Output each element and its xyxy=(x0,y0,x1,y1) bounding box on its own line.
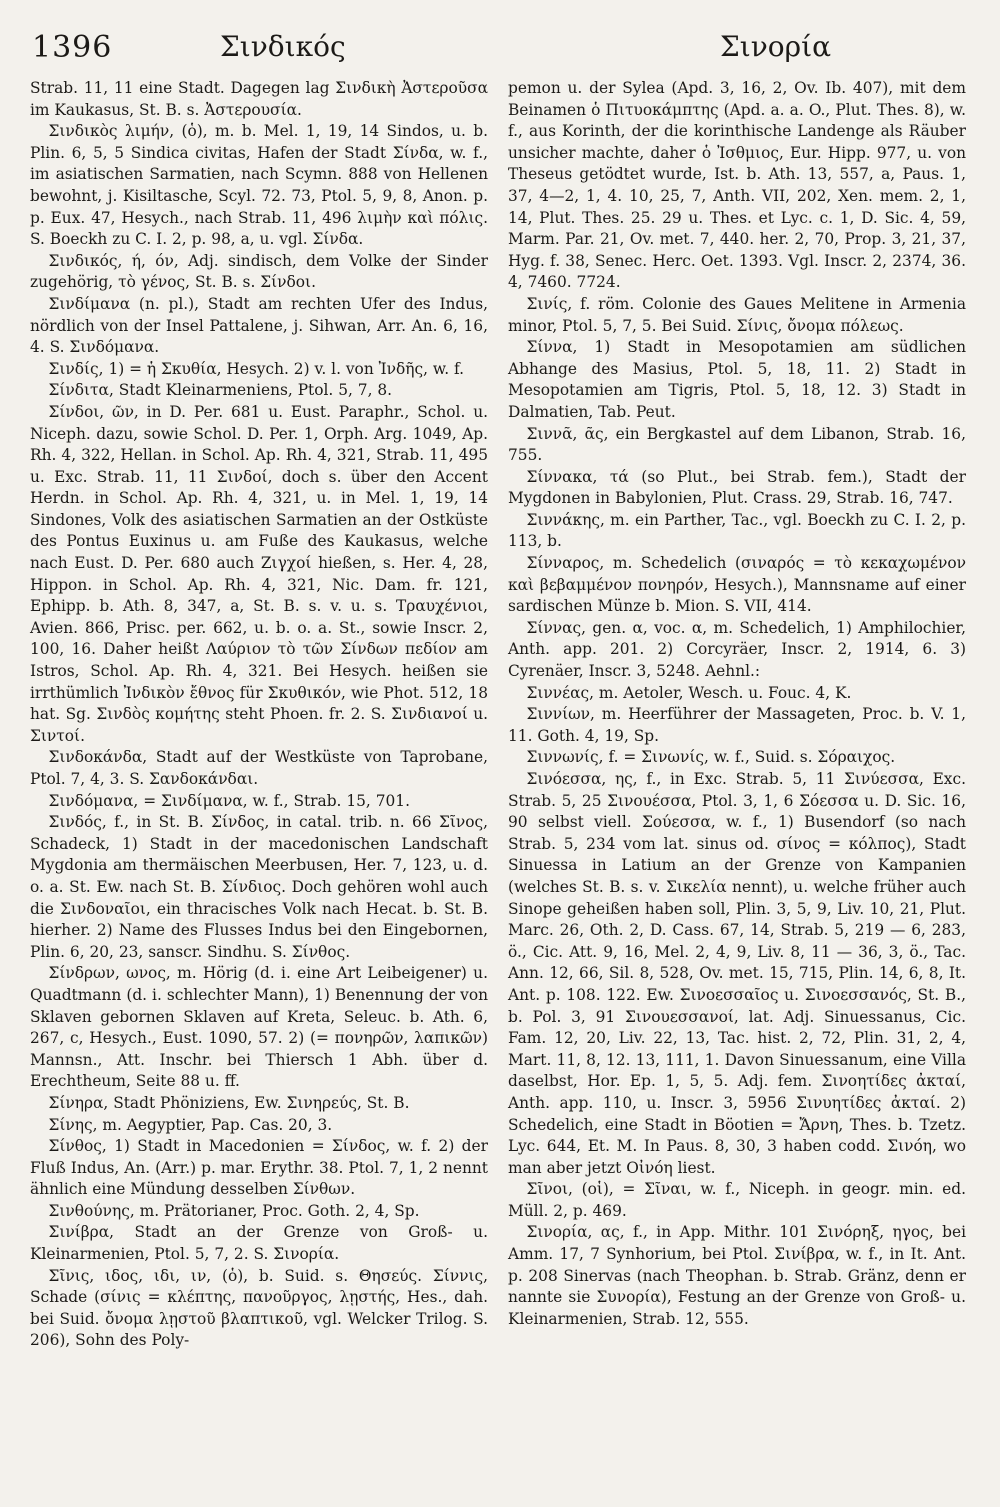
page-number: 1396 xyxy=(32,30,113,65)
dictionary-entry: Σίνδρων, ωνος, m. Hörig (d. i. eine Art Leibeigener) u. Quadtmann (d. i. schlechter Mann), 1) Benennung der von Sklaven gebornen Sklaven auf Kreta, Seleuc. b. Ath. 6, 267, c, Hesych., Eust. 1090, 57. 2) (= πονηρῶν, λαπικῶν) Mannsn., Att. Inschr. bei Thiersch 1 Abh. über d. Erechtheum, Seite 88 u. ff. xyxy=(30,964,488,1091)
dictionary-entry: Σιννέας, m. Aetoler, Wesch. u. Fouc. 4, K. xyxy=(526,683,852,702)
left-running-headword: Σινδικός xyxy=(220,30,346,63)
page-header xyxy=(30,26,970,78)
dictionary-entry: Σινθούνης, m. Prätorianer, Proc. Goth. 2, 4, Sp. xyxy=(48,1201,420,1220)
dictionary-entry: Σιννίων, m. Heerführer der Massageten, Proc. b. V. 1, 11. Goth. 4, 19, Sp. xyxy=(508,705,966,745)
dictionary-entry: Σίνης, m. Aegyptier, Pap. Cas. 20, 3. xyxy=(48,1115,333,1134)
dictionary-entry: Σινδός, f., in St. B. Σίνδος, in catal. trib. n. 66 Σῖνος, Schadeck, 1) Stadt in der macedonischen Landschaft Mygdonia am thermäischen Meerbusen, Her. 7, 123, u. d. o. a. St. Ew. nach St. B. Σίνδιος. Doch gehören wohl auch die Σινδοναῖοι, ein thracisches Volk nach Hecat. b. St. B. hierher. 2) Name des Flusses Indus bei den Eingebornen, Plin. 6, 20, 23, sanscr. Sindhu. S. Σίνθος. xyxy=(30,813,488,961)
dictionary-entry: Σινίς, f. röm. Colonie des Gaues Melitene in Armenia minor, Ptol. 5, 7, 5. Bei Suid. Σίνις, ὄνομα πόλεως. xyxy=(508,294,966,335)
right-column xyxy=(508,78,966,1330)
dictionary-entry: Σίνηρα, Stadt Phöniziens, Ew. Σινηρεύς, St. B. xyxy=(48,1093,410,1112)
dictionary-entry: Σῖνις, ιδος, ιδι, ιν, (ὁ), b. Suid. s. Θησεύς. Σίννις, Schade (σίνις = κλέπτης, πανοῦργος, λῃστής, Hes., dah. bei Suid. ὄνομα λῃστοῦ βλαπτικοῦ, vgl. Welcker Trilog. S. 206), Sohn des Poly- xyxy=(30,1266,488,1350)
left-column xyxy=(30,78,488,1352)
dictionary-entry: Σινδικὸς λιμήν, (ὁ), m. b. Mel. 1, 19, 14 Sindos, u. b. Plin. 6, 5, 5 Sindica civitas, Hafen der Stadt Σίνδα, w. f., im asiatischen Sarmatien, nach Scymn. 888 von Hellenen bewohnt, j. Kisiltasche, Scyl. 72. 73, Ptol. 5, 9, 8, Anon. p. p. Eux. 47, Hesych., nach Strab. 11, 496 λιμὴν καὶ πόλις. S. Boeckh zu C. I. 2, p. 98, a, u. vgl. Σίνδα. xyxy=(30,122,488,249)
dictionary-entry: Σίννακα, τά (so Plut., bei Strab. fem.), Stadt der Mygdonen in Babylonien, Plut. Crass. 29, Strab. 16, 747. xyxy=(508,467,966,508)
dictionary-entry: Σινδικός, ή, όν, Adj. sindisch, dem Volke der Sinder zugehörig, τὸ γένος, St. B. s. Σίνδοι. xyxy=(30,251,488,292)
dictionary-entry: Σίνναρος, m. Schedelich (σιναρός = τὸ κεκαχωμένον καὶ βεβαμμένον πονηρόν, Hesych.), Mannsname auf einer sardischen Münze b. Mion. S. VII, 414. xyxy=(508,554,966,616)
dictionary-entry: Σινδίς, 1) = ἡ Σκυθία, Hesych. 2) v. l. von Ἰνδῆς, w. f. xyxy=(48,359,465,378)
dictionary-entry: Σιννάκης, m. ein Parther, Tac., vgl. Boeckh zu C. I. 2, p. 113, b. xyxy=(508,510,966,551)
dictionary-entry: Σινίβρα, Stadt an der Grenze von Groß- u. Kleinarmenien, Ptol. 5, 7, 2. S. Σινορία. xyxy=(30,1223,488,1264)
right-running-headword: Σινορία xyxy=(720,30,832,63)
dictionary-entry: Σινδοκάνδα, Stadt auf der Westküste von Taprobane, Ptol. 7, 4, 3. S. Σανδοκάνδαι. xyxy=(30,748,488,788)
dictionary-entry: Σιννωνίς, f. = Σινωνίς, w. f., Suid. s. Σόραιχος. xyxy=(526,748,896,767)
dictionary-entry: Σινόεσσα, ης, f., in Exc. Strab. 5, 11 Σινύεσσα, Exc. Strab. 5, 25 Σινουέσσα, Ptol. 3, 1, 6 Σόεσσα u. D. Sic. 16, 90 selbst viell. Σούεσσα, w. f., 1) Busendorf (so nach Strab. 5, 234 vom lat. sinus od. σίνος = κόλπος), Stadt Sinuessa in Latium an der Grenze von Kampanien (welches St. B. s. v. Σικελία nennt), u. welche früher auch Sinope geheißen haben soll, Plin. 3, 5, 9, Liv. 10, 21, Plut. Marc. 26, Oth. 2, D. Cass. 67, 14, Strab. 5, 219 — 6, 283, ö., Cic. Att. 9, 16, Mel. 2, 4, 9, Liv. 8, 11 — 36, 3, ö., Tac. Ann. 12, 66, Sil. 8, 528, Ov. met. 15, 715, Plin. 14, 6, 8, It. Ant. p. 108. 122. Ew. Σινοεσσαῖος u. Σινοεσσανός, St. B., b. Pol. 3, 91 Σινουεσσανοί, lat. Adj. Sinuessanus, Cic. Fam. 12, 20, Liv. 22, 13, Tac. hist. 2, 72, Plin. 31, 2, 4, Mart. 11, 8, 12. 13, 111, 1. Davon Sinuessanum, eine Villa daselbst, Hor. Ep. 1, 5, 5. Adj. fem. Σινοητίδες ἀκταί, Anth. app. 110, u. Inscr. 3, 5956 Σινυητίδες ἀκταί. 2) Schedelich, eine Stadt in Böotien = Ἄρνη, Thes. b. Tzetz. Lyc. 644, Et. M. In Paus. 8, 30, 3 haben codd. Σινόη, wo man aber jetzt Οἰνόη liest. xyxy=(508,770,966,1177)
dictionary-entry: Σίνδοι, ῶν, in D. Per. 681 u. Eust. Paraphr., Schol. u. Niceph. dazu, sowie Schol. D. Per. 1, Orph. Arg. 1049, Ap. Rh. 4, 322, Hellan. in Schol. Ap. Rh. 4, 321, Strab. 11, 495 u. Exc. Strab. 11, 11 Σινδοί, doch s. über den Accent Herdn. in Schol. Ap. Rh. 4, 321, u. in Mel. 1, 19, 14 Sindones, Volk des asiatischen Sarmatien an der Ostküste des Pontus Euxinus u. am Fuße des Kaukasus, welche nach Eust. D. Per. 680 auch Ζιγχοί hießen, s. Her. 4, 28, Hippon. in Schol. Ap. Rh. 4, 321, Nic. Dam. fr. 121, Ephipp. b. Ath. 8, 347, a, St. B. s. v. u. s. Τραυχένιοι, Avien. 866, Prisc. per. 662, u. b. o. a. St., sowie Inscr. 2, 100, 16. Daher heißt Λαύριον τὸ τῶν Σίνδων πεδίον am Istros, Schol. Ap. Rh. 4, 321. Bei Hesych. heißen sie irrthümlich Ἰνδικὸν ἔθνος für Σκυθικόν, wie Phot. 512, 18 hat. Sg. Σινδὸς κομήτης steht Phoen. fr. 2. S. Σινδιανοί u. Σιντοί. xyxy=(30,402,488,745)
dictionary-entry: pemon u. der Sylea (Apd. 3, 16, 2, Ov. Ib. 407), mit dem Beinamen ὁ Πιτυοκάμπτης (Apd. a. a. O., Plut. Thes. 8), w. f., aus Korinth, der die korinthische Landenge als Räuber unsicher machte, daher ὁ Ἰσθμιος, Eur. Hipp. 977, u. von Theseus getödtet wurde, Ist. b. Ath. 13, 557, a, Paus. 1, 37, 4—2, 1, 4. 10, 25, 7, Anth. VII, 202, Xen. mem. 2, 1, 14, Plut. Thes. 25. 29 u. Thes. et Lyc. c. 1, D. Sic. 4, 59, Marm. Par. 21, Ov. met. 7, 440. her. 2, 70, Prop. 3, 21, 37, Hyg. f. 38, Senec. Herc. Oet. 1393. Vgl. Inscr. 2, 2374, 36. 4, 7460. 7724. xyxy=(508,79,966,292)
dictionary-entry: Σινορία, ας, f., in App. Mithr. 101 Σινόρηξ, ηγος, bei Amm. 17, 7 Synhorium, bei Ptol. Σινίβρα, w. f., in It. Ant. p. 208 Sinervas (nach Theophan. b. Strab. Gränz, denn er nannte sie Συνορία), Festung an der Grenze von Groß- u. Kleinarmenien, Strab. 12, 555. xyxy=(508,1223,966,1328)
dictionary-entry: Σίνδιτα, Stadt Kleinarmeniens, Ptol. 5, 7, 8. xyxy=(48,381,393,400)
dictionary-entry: Σῖνοι, (οἱ), = Σῖναι, w. f., Niceph. in geogr. min. ed. Müll. 2, p. 469. xyxy=(508,1180,966,1220)
dictionary-entry: Strab. 11, 11 eine Stadt. Dagegen lag Σινδικὴ Ἀστεροῦσα im Kaukasus, St. B. s. Ἀστερουσία. xyxy=(30,79,488,119)
dictionary-entry: Σίννας, gen. α, voc. α, m. Schedelich, 1) Amphilochier, Anth. app. 201. 2) Corcyräer, Inscr. 2, 1914, 6. 3) Cyrenäer, Inscr. 3, 5248. Aehnl.: xyxy=(508,618,966,681)
dictionary-entry: Σίννα, 1) Stadt in Mesopotamien am südlichen Abhange des Masius, Ptol. 5, 18, 11. 2) Stadt in Mesopotamien am Tigris, Ptol. 5, 18, 12. 3) Stadt in Dalmatien, Tab. Peut. xyxy=(508,338,966,421)
dictionary-entry: Σινδίμανα (n. pl.), Stadt am rechten Ufer des Indus, nördlich von der Insel Pattalene, j. Sihwan, Arr. An. 6, 16, 4. S. Σινδόμανα. xyxy=(30,294,488,357)
dictionary-entry: Σιννᾶ, ᾶς, ein Bergkastel auf dem Libanon, Strab. 16, 755. xyxy=(508,424,966,465)
dictionary-entry: Σίνθος, 1) Stadt in Macedonien = Σίνδος, w. f. 2) der Fluß Indus, An. (Arr.) p. mar. Erythr. 38. Ptol. 7, 1, 2 nennt ähnlich eine Mündung desselben Σίνθων. xyxy=(30,1137,488,1199)
dictionary-entry: Σινδόμανα, = Σινδίμανα, w. f., Strab. 15, 701. xyxy=(48,791,410,810)
